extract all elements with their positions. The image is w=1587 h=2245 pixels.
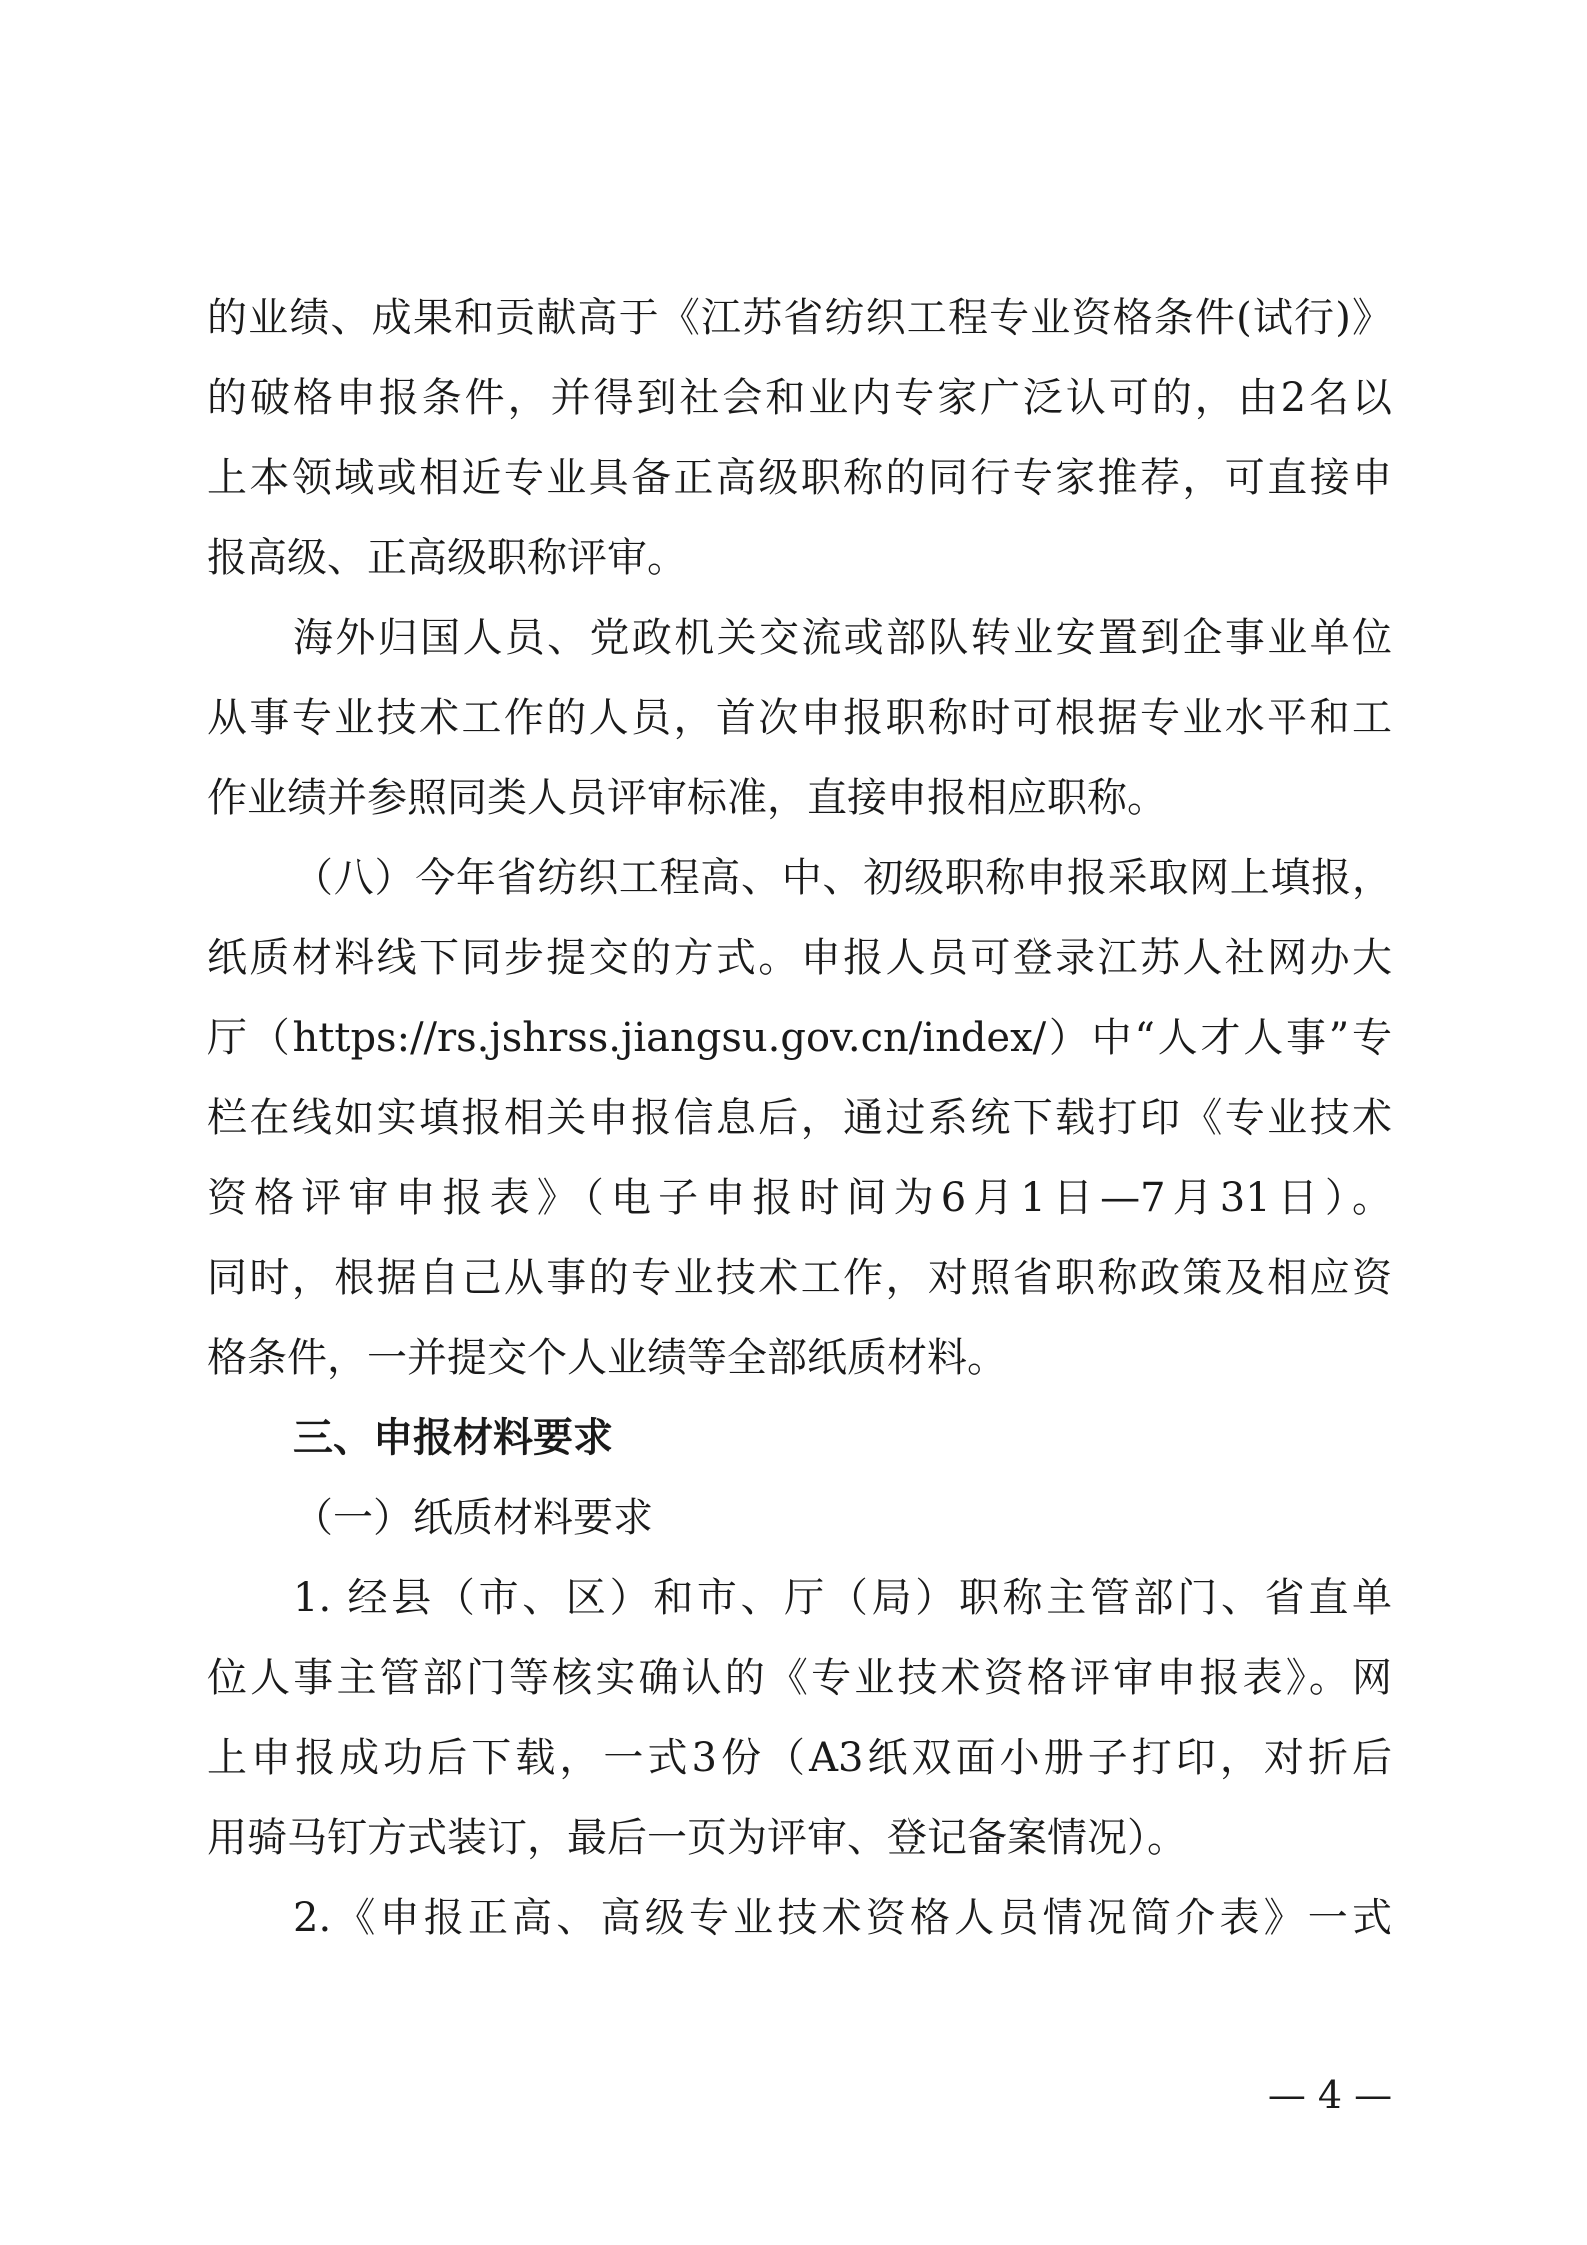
paragraph-line: 1. 经县（市、区）和市、厅（局）职称主管部门、省直单: [293, 1575, 1392, 1621]
paragraph-line: 的破格申报条件，并得到社会和业内专家广泛认可的，由2名以: [207, 375, 1392, 421]
subsection-heading: （一）纸质材料要求: [293, 1495, 653, 1541]
paragraph-line: 上本领域或相近专业具备正高级职称的同行专家推荐，可直接申: [207, 455, 1392, 501]
paragraph-line: 用骑马钉方式装订，最后一页为评审、登记备案情况）。: [207, 1815, 1187, 1861]
paragraph-line: 从事专业技术工作的人员，首次申报职称时可根据专业水平和工: [207, 695, 1392, 741]
paragraph-line: 2.《申报正高、高级专业技术资格人员情况简介表》一式: [293, 1895, 1392, 1941]
paragraph-line: 资格评审申报表》（电子申报时间为6月1日—7月31日）。: [207, 1175, 1392, 1221]
page-number: — 4 —: [1267, 2073, 1393, 2117]
paragraph-line: 作业绩并参照同类人员评审标准，直接申报相应职称。: [207, 775, 1167, 821]
paragraph-line: 格条件，一并提交个人业绩等全部纸质材料。: [207, 1335, 1007, 1381]
paragraph-line: 上申报成功后下载，一式3份（A3纸双面小册子打印，对折后: [207, 1735, 1392, 1781]
paragraph-line: 厅（https://rs.jshrss.jiangsu.gov.cn/index/）中“人才人事”专: [207, 1015, 1392, 1061]
section-heading: 三、申报材料要求: [293, 1415, 613, 1461]
paragraph-line: 海外归国人员、党政机关交流或部队转业安置到企事业单位: [293, 615, 1392, 661]
paragraph-line: 栏在线如实填报相关申报信息后，通过系统下载打印《专业技术: [207, 1095, 1392, 1141]
paragraph-line: 位人事主管部门等核实确认的《专业技术资格评审申报表》。网: [207, 1655, 1392, 1701]
paragraph-line: （八）今年省纺织工程高、中、初级职称申报采取网上填报，: [293, 855, 1392, 901]
paragraph-line: 的业绩、成果和贡献高于《江苏省纺织工程专业资格条件(试行)》: [207, 295, 1392, 341]
paragraph-line: 纸质材料线下同步提交的方式。申报人员可登录江苏人社网办大: [207, 935, 1392, 981]
paragraph-line: 报高级、正高级职称评审。: [207, 535, 687, 581]
paragraph-line: 同时，根据自己从事的专业技术工作，对照省职称政策及相应资: [207, 1255, 1392, 1301]
